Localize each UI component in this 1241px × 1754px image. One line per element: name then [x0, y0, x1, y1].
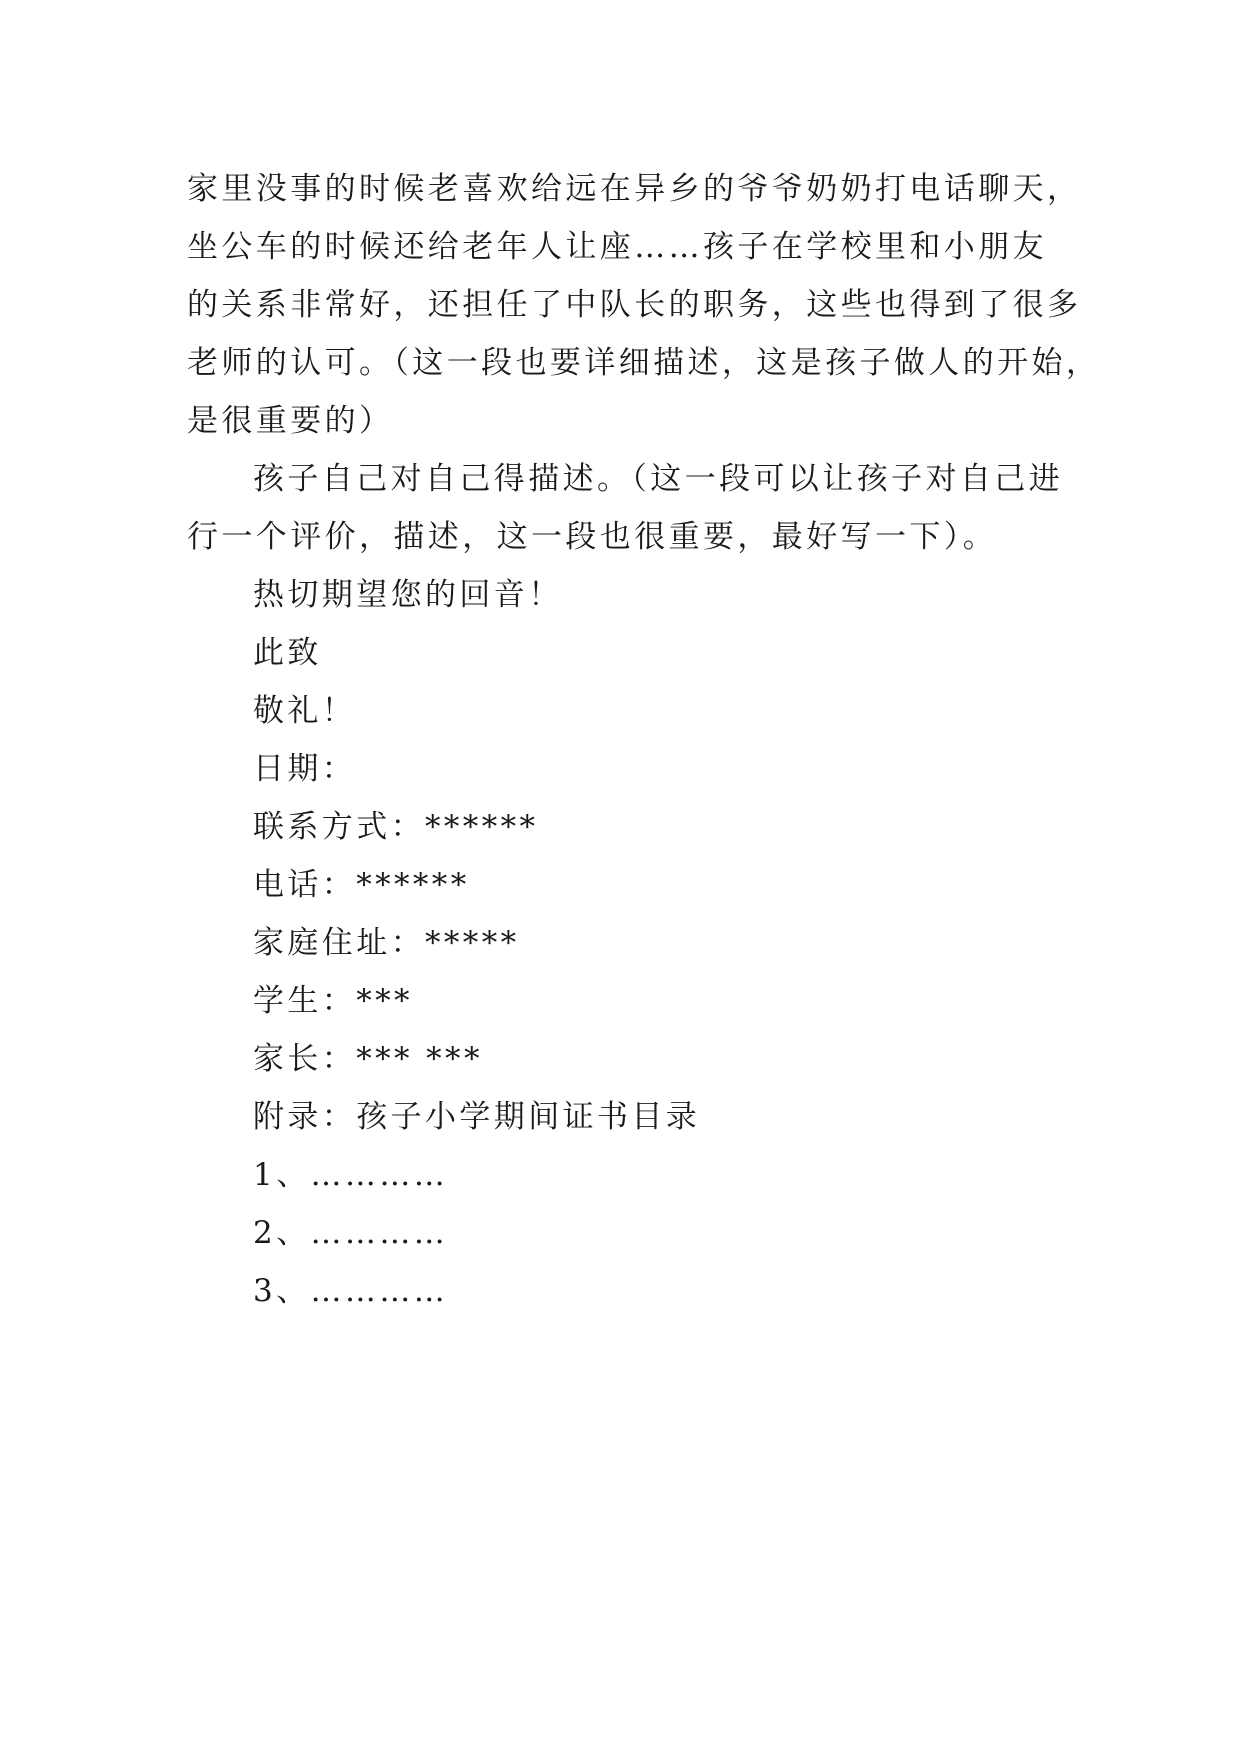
address-field: 家庭住址：***** [253, 925, 520, 961]
parent-field: 家长：*** *** [253, 1041, 483, 1077]
appendix-title: 附录：孩子小学期间证书目录 [253, 1099, 701, 1135]
paragraph-line: 的关系非常好，还担任了中队长的职务，这些也得到了很多 [187, 287, 1082, 323]
closing-hope: 热切期望您的回音！ [253, 577, 563, 613]
paragraph-child-behavior [187, 160, 1101, 450]
appendix-item: 3、………… [253, 1273, 449, 1309]
paragraph-line: 孩子自己对自己得描述。（这一段可以让孩子对自己进 [253, 461, 1064, 497]
student-field: 学生：*** [253, 983, 413, 1019]
letter-body [187, 160, 1101, 1320]
closing-salutation-2: 敬礼！ [253, 693, 357, 729]
closing-salutation-1: 此致 [253, 635, 322, 671]
paragraph-self-description [187, 450, 1067, 566]
paragraph-line: 老师的认可。（这一段也要详细描述，这是孩子做人的开始， [187, 345, 1101, 381]
date-field: 日期： [253, 751, 357, 787]
paragraph-line: 家里没事的时候老喜欢给远在异乡的爷爷奶奶打电话聊天， [187, 171, 1082, 207]
contact-field: 联系方式：****** [253, 809, 539, 845]
phone-field: 电话：****** [253, 867, 470, 903]
appendix-item: 2、………… [253, 1215, 449, 1251]
paragraph-line: 行一个评价，描述，这一段也很重要，最好写一下）。 [187, 519, 998, 555]
paragraph-line: 是很重要的） [187, 403, 394, 439]
paragraph-line: 坐公车的时候还给老年人让座……孩子在学校里和小朋友 [187, 229, 1047, 265]
appendix-item: 1、………… [253, 1157, 449, 1193]
